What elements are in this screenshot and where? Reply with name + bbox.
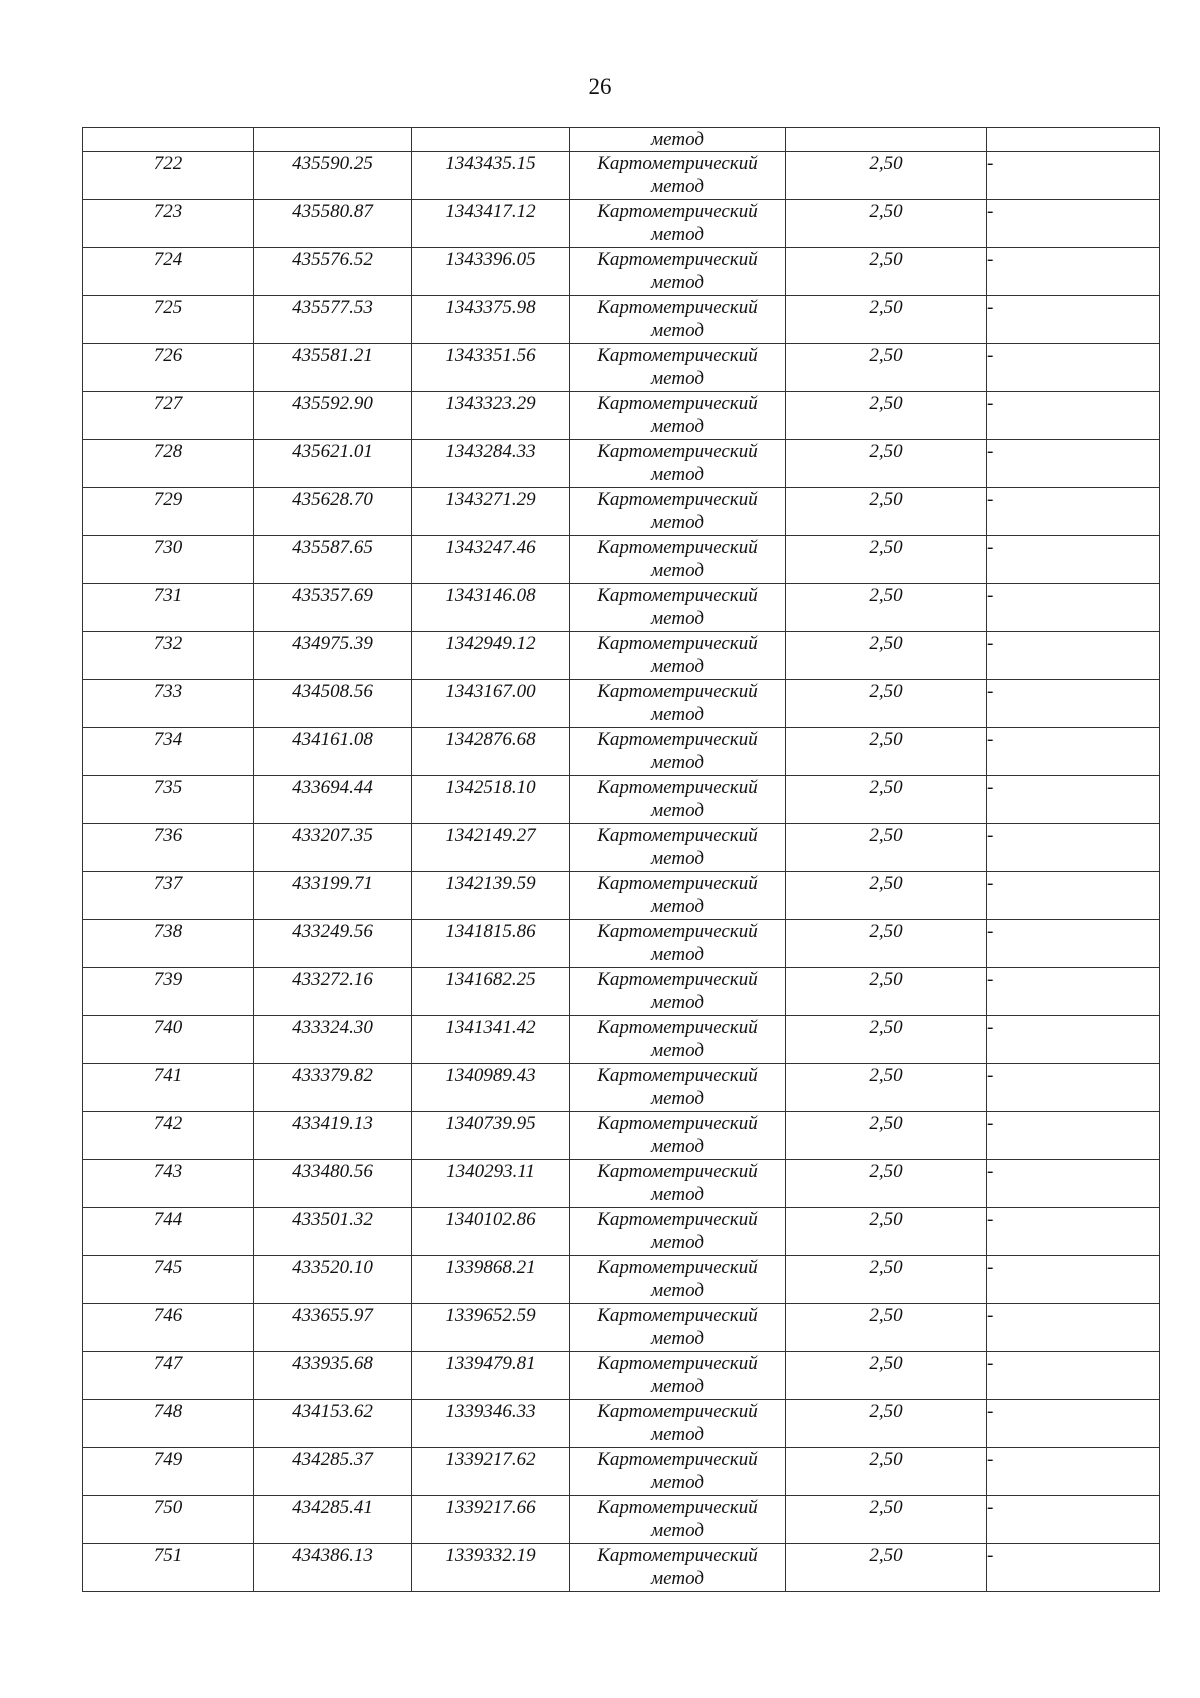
table-row	[83, 488, 1160, 536]
cell-method	[570, 824, 786, 872]
cell-y-coordinate: 1340102.86	[412, 1208, 570, 1256]
table-row	[83, 776, 1160, 824]
cell-method	[570, 1064, 786, 1112]
cell-point-number: 725	[83, 296, 254, 344]
method-suffix: метод	[651, 1376, 704, 1397]
cell-x-coordinate: 435577.53	[254, 296, 412, 344]
cell-method	[570, 872, 786, 920]
cell-accuracy: 2,50	[786, 1304, 987, 1352]
method-suffix: метод	[651, 656, 704, 677]
cell-description: -	[987, 296, 1160, 344]
cell-point-number: 735	[83, 776, 254, 824]
method-name: Картометрический	[597, 1257, 758, 1278]
cell-y-coordinate: 1340739.95	[412, 1112, 570, 1160]
cell-accuracy: 2,50	[786, 632, 987, 680]
table-row	[83, 536, 1160, 584]
cell-description: -	[987, 1448, 1160, 1496]
cell-description: -	[987, 344, 1160, 392]
cell-point-number: 731	[83, 584, 254, 632]
method-suffix: метод	[651, 1568, 704, 1589]
cell-y-coordinate: 1339217.62	[412, 1448, 570, 1496]
cell-accuracy: 2,50	[786, 1064, 987, 1112]
table-row	[83, 1208, 1160, 1256]
cell-accuracy: 2,50	[786, 200, 987, 248]
cell-x-coordinate: 433501.32	[254, 1208, 412, 1256]
cell-description: -	[987, 1064, 1160, 1112]
method-suffix: метод	[651, 608, 704, 629]
method-name: Картометрический	[597, 1065, 758, 1086]
cell-accuracy: 2,50	[786, 296, 987, 344]
cell-method	[570, 488, 786, 536]
method-suffix: метод	[651, 752, 704, 773]
cell-point-number: 739	[83, 968, 254, 1016]
method-name: Картометрический	[597, 345, 758, 366]
cell-point-number: 729	[83, 488, 254, 536]
cell-description: -	[987, 680, 1160, 728]
cell-point-number: 749	[83, 1448, 254, 1496]
table-row	[83, 1448, 1160, 1496]
method-suffix: метод	[651, 416, 704, 437]
cell-x-coordinate: 435628.70	[254, 488, 412, 536]
table-row	[83, 1160, 1160, 1208]
cell-point-number: 723	[83, 200, 254, 248]
method-suffix: метод	[651, 1040, 704, 1061]
method-continuation-text: метод	[651, 129, 704, 150]
table-row	[83, 1544, 1160, 1592]
table-row	[83, 152, 1160, 200]
method-suffix: метод	[651, 1424, 704, 1445]
table-row	[83, 344, 1160, 392]
cell-point-number: 738	[83, 920, 254, 968]
method-name: Картометрический	[597, 1545, 758, 1566]
method-name: Картометрический	[597, 393, 758, 414]
cell-description: -	[987, 1016, 1160, 1064]
cell-method	[570, 1016, 786, 1064]
table-row	[83, 728, 1160, 776]
cell-accuracy: 2,50	[786, 1496, 987, 1544]
cell-method	[570, 128, 786, 152]
continuation-row	[83, 128, 1160, 152]
method-suffix: метод	[651, 224, 704, 245]
cell-point-number: 730	[83, 536, 254, 584]
method-suffix: метод	[651, 176, 704, 197]
table-row	[83, 1400, 1160, 1448]
method-suffix: метод	[651, 704, 704, 725]
cell-accuracy: 2,50	[786, 728, 987, 776]
cell-point-number: 726	[83, 344, 254, 392]
cell-accuracy: 2,50	[786, 1352, 987, 1400]
method-name: Картометрический	[597, 489, 758, 510]
cell-method	[570, 920, 786, 968]
cell-point-number: 722	[83, 152, 254, 200]
table-row	[83, 1352, 1160, 1400]
cell-description: -	[987, 1352, 1160, 1400]
cell-accuracy: 2,50	[786, 536, 987, 584]
method-suffix: метод	[651, 896, 704, 917]
cell-accuracy: 2,50	[786, 344, 987, 392]
cell-method	[570, 536, 786, 584]
cell-description	[987, 128, 1160, 152]
cell-accuracy: 2,50	[786, 824, 987, 872]
cell-x-coordinate: 433419.13	[254, 1112, 412, 1160]
cell-accuracy: 2,50	[786, 1160, 987, 1208]
table-row	[83, 1112, 1160, 1160]
cell-description: -	[987, 632, 1160, 680]
table-row	[83, 1256, 1160, 1304]
method-name: Картометрический	[597, 633, 758, 654]
cell-x-coordinate: 434508.56	[254, 680, 412, 728]
cell-x-coordinate: 433655.97	[254, 1304, 412, 1352]
method-name: Картометрический	[597, 921, 758, 942]
cell-y-coordinate: 1339332.19	[412, 1544, 570, 1592]
cell-y-coordinate: 1340989.43	[412, 1064, 570, 1112]
cell-x-coordinate: 433199.71	[254, 872, 412, 920]
cell-description: -	[987, 968, 1160, 1016]
cell-x-coordinate: 435587.65	[254, 536, 412, 584]
cell-x-coordinate: 434285.41	[254, 1496, 412, 1544]
cell-point-number: 737	[83, 872, 254, 920]
cell-method	[570, 152, 786, 200]
cell-method	[570, 392, 786, 440]
cell-accuracy: 2,50	[786, 920, 987, 968]
cell-y-coordinate: 1343351.56	[412, 344, 570, 392]
table-row	[83, 296, 1160, 344]
cell-description: -	[987, 584, 1160, 632]
table-row	[83, 680, 1160, 728]
method-name: Картометрический	[597, 297, 758, 318]
cell-method	[570, 968, 786, 1016]
cell-point-number: 727	[83, 392, 254, 440]
table-row	[83, 632, 1160, 680]
cell-accuracy: 2,50	[786, 392, 987, 440]
cell-x-coordinate: 433480.56	[254, 1160, 412, 1208]
cell-description: -	[987, 1544, 1160, 1592]
cell-accuracy: 2,50	[786, 248, 987, 296]
table-row	[83, 1064, 1160, 1112]
cell-y-coordinate: 1343375.98	[412, 296, 570, 344]
table-row	[83, 872, 1160, 920]
method-name: Картометрический	[597, 249, 758, 270]
cell-x-coordinate: 435621.01	[254, 440, 412, 488]
cell-y-coordinate: 1343323.29	[412, 392, 570, 440]
cell-method	[570, 1304, 786, 1352]
cell-x-coordinate: 435592.90	[254, 392, 412, 440]
cell-description: -	[987, 728, 1160, 776]
cell-point-number: 724	[83, 248, 254, 296]
cell-point-number: 741	[83, 1064, 254, 1112]
cell-point-number: 728	[83, 440, 254, 488]
cell-description: -	[987, 1400, 1160, 1448]
cell-accuracy: 2,50	[786, 680, 987, 728]
table-row	[83, 248, 1160, 296]
cell-x-coordinate: 433379.82	[254, 1064, 412, 1112]
cell-point-number: 736	[83, 824, 254, 872]
cell-accuracy	[786, 128, 987, 152]
cell-description: -	[987, 536, 1160, 584]
cell-description: -	[987, 248, 1160, 296]
cell-x-coordinate: 435580.87	[254, 200, 412, 248]
cell-x-coordinate: 434153.62	[254, 1400, 412, 1448]
cell-point-number: 744	[83, 1208, 254, 1256]
cell-method	[570, 440, 786, 488]
cell-method	[570, 1160, 786, 1208]
page-number: 26	[588, 74, 612, 99]
cell-x-coordinate: 433520.10	[254, 1256, 412, 1304]
table-row	[83, 920, 1160, 968]
method-name: Картометрический	[597, 201, 758, 222]
cell-x-coordinate: 433207.35	[254, 824, 412, 872]
cell-x-coordinate: 433694.44	[254, 776, 412, 824]
cell-method	[570, 1352, 786, 1400]
cell-description: -	[987, 1208, 1160, 1256]
cell-description: -	[987, 1160, 1160, 1208]
method-name: Картометрический	[597, 441, 758, 462]
cell-y-coordinate: 1339868.21	[412, 1256, 570, 1304]
method-name: Картометрический	[597, 1401, 758, 1422]
cell-y-coordinate: 1343146.08	[412, 584, 570, 632]
method-suffix: метод	[651, 1088, 704, 1109]
method-name: Картометрический	[597, 1449, 758, 1470]
table-row	[83, 968, 1160, 1016]
cell-description: -	[987, 824, 1160, 872]
cell-point-number: 732	[83, 632, 254, 680]
cell-point-number: 740	[83, 1016, 254, 1064]
cell-description: -	[987, 1496, 1160, 1544]
cell-point-number: 751	[83, 1544, 254, 1592]
cell-description: -	[987, 776, 1160, 824]
cell-accuracy: 2,50	[786, 776, 987, 824]
cell-x-coordinate: 433272.16	[254, 968, 412, 1016]
cell-method	[570, 296, 786, 344]
table-row	[83, 824, 1160, 872]
cell-point-number: 733	[83, 680, 254, 728]
table-row	[83, 1496, 1160, 1544]
cell-point-number: 750	[83, 1496, 254, 1544]
cell-description: -	[987, 152, 1160, 200]
cell-accuracy: 2,50	[786, 872, 987, 920]
cell-x-coordinate: 434386.13	[254, 1544, 412, 1592]
cell-x-coordinate: 435590.25	[254, 152, 412, 200]
cell-method	[570, 680, 786, 728]
cell-y-coordinate: 1342949.12	[412, 632, 570, 680]
method-name: Картометрический	[597, 585, 758, 606]
cell-description: -	[987, 1304, 1160, 1352]
cell-point-number: 742	[83, 1112, 254, 1160]
table-row	[83, 440, 1160, 488]
method-name: Картометрический	[597, 1113, 758, 1134]
cell-y-coordinate: 1339652.59	[412, 1304, 570, 1352]
cell-description: -	[987, 488, 1160, 536]
cell-point-number: 745	[83, 1256, 254, 1304]
cell-method	[570, 248, 786, 296]
method-suffix: метод	[651, 1472, 704, 1493]
cell-x-coordinate: 434161.08	[254, 728, 412, 776]
cell-method	[570, 1496, 786, 1544]
cell-y	[412, 128, 570, 152]
cell-x	[254, 128, 412, 152]
cell-point-number: 747	[83, 1352, 254, 1400]
cell-accuracy: 2,50	[786, 1448, 987, 1496]
cell-method	[570, 1544, 786, 1592]
cell-point-number: 743	[83, 1160, 254, 1208]
method-suffix: метод	[651, 464, 704, 485]
cell-x-coordinate: 433935.68	[254, 1352, 412, 1400]
method-name: Картометрический	[597, 729, 758, 750]
coordinates-table	[82, 127, 1160, 1592]
cell-y-coordinate: 1343247.46	[412, 536, 570, 584]
method-name: Картометрический	[597, 681, 758, 702]
method-suffix: метод	[651, 512, 704, 533]
cell-y-coordinate: 1343284.33	[412, 440, 570, 488]
cell-y-coordinate: 1343167.00	[412, 680, 570, 728]
method-suffix: метод	[651, 848, 704, 869]
method-suffix: метод	[651, 1328, 704, 1349]
cell-x-coordinate: 434975.39	[254, 632, 412, 680]
coordinates-table-body	[83, 128, 1160, 1592]
method-name: Картометрический	[597, 1161, 758, 1182]
cell-accuracy: 2,50	[786, 1016, 987, 1064]
cell-method	[570, 776, 786, 824]
table-row	[83, 200, 1160, 248]
method-suffix: метод	[651, 368, 704, 389]
method-name: Картометрический	[597, 873, 758, 894]
cell-description: -	[987, 200, 1160, 248]
cell-x-coordinate: 435576.52	[254, 248, 412, 296]
cell-x-coordinate: 433249.56	[254, 920, 412, 968]
cell-accuracy: 2,50	[786, 1112, 987, 1160]
cell-y-coordinate: 1342876.68	[412, 728, 570, 776]
cell-x-coordinate: 435357.69	[254, 584, 412, 632]
table-row	[83, 392, 1160, 440]
cell-description: -	[987, 1256, 1160, 1304]
cell-y-coordinate: 1339217.66	[412, 1496, 570, 1544]
cell-accuracy: 2,50	[786, 1544, 987, 1592]
cell-description: -	[987, 1112, 1160, 1160]
cell-description: -	[987, 920, 1160, 968]
cell-method	[570, 1400, 786, 1448]
cell-accuracy: 2,50	[786, 1256, 987, 1304]
cell-accuracy: 2,50	[786, 968, 987, 1016]
cell-method	[570, 1448, 786, 1496]
cell-method	[570, 584, 786, 632]
method-name: Картометрический	[597, 777, 758, 798]
cell-accuracy: 2,50	[786, 488, 987, 536]
method-suffix: метод	[651, 1280, 704, 1301]
cell-accuracy: 2,50	[786, 1208, 987, 1256]
cell-method	[570, 1208, 786, 1256]
cell-y-coordinate: 1341341.42	[412, 1016, 570, 1064]
cell-y-coordinate: 1341682.25	[412, 968, 570, 1016]
cell-accuracy: 2,50	[786, 1400, 987, 1448]
cell-y-coordinate: 1342149.27	[412, 824, 570, 872]
method-name: Картометрический	[597, 1353, 758, 1374]
cell-description: -	[987, 392, 1160, 440]
cell-x-coordinate: 434285.37	[254, 1448, 412, 1496]
cell-y-coordinate: 1339346.33	[412, 1400, 570, 1448]
cell-accuracy: 2,50	[786, 152, 987, 200]
cell-method	[570, 344, 786, 392]
method-name: Картометрический	[597, 825, 758, 846]
cell-y-coordinate: 1341815.86	[412, 920, 570, 968]
cell-method	[570, 632, 786, 680]
cell-method	[570, 1256, 786, 1304]
cell-method	[570, 200, 786, 248]
cell-description: -	[987, 872, 1160, 920]
cell-description: -	[987, 440, 1160, 488]
method-name: Картометрический	[597, 153, 758, 174]
cell-y-coordinate: 1342139.59	[412, 872, 570, 920]
table-row	[83, 1016, 1160, 1064]
cell-method	[570, 728, 786, 776]
cell-point-number	[83, 128, 254, 152]
method-name: Картометрический	[597, 1209, 758, 1230]
cell-accuracy: 2,50	[786, 584, 987, 632]
cell-x-coordinate: 433324.30	[254, 1016, 412, 1064]
method-suffix: метод	[651, 560, 704, 581]
method-name: Картометрический	[597, 1497, 758, 1518]
cell-y-coordinate: 1342518.10	[412, 776, 570, 824]
method-name: Картометрический	[597, 1305, 758, 1326]
cell-x-coordinate: 435581.21	[254, 344, 412, 392]
cell-y-coordinate: 1340293.11	[412, 1160, 570, 1208]
method-name: Картометрический	[597, 969, 758, 990]
method-suffix: метод	[651, 1184, 704, 1205]
cell-method	[570, 1112, 786, 1160]
method-suffix: метод	[651, 944, 704, 965]
cell-point-number: 734	[83, 728, 254, 776]
method-suffix: метод	[651, 320, 704, 341]
method-suffix: метод	[651, 1520, 704, 1541]
method-suffix: метод	[651, 1232, 704, 1253]
cell-y-coordinate: 1343417.12	[412, 200, 570, 248]
cell-y-coordinate: 1343396.05	[412, 248, 570, 296]
cell-y-coordinate: 1343271.29	[412, 488, 570, 536]
cell-accuracy: 2,50	[786, 440, 987, 488]
method-suffix: метод	[651, 272, 704, 293]
cell-y-coordinate: 1339479.81	[412, 1352, 570, 1400]
method-name: Картометрический	[597, 1017, 758, 1038]
cell-y-coordinate: 1343435.15	[412, 152, 570, 200]
cell-point-number: 746	[83, 1304, 254, 1352]
method-name: Картометрический	[597, 537, 758, 558]
cell-point-number: 748	[83, 1400, 254, 1448]
method-suffix: метод	[651, 1136, 704, 1157]
method-suffix: метод	[651, 992, 704, 1013]
table-row	[83, 1304, 1160, 1352]
table-row	[83, 584, 1160, 632]
method-suffix: метод	[651, 800, 704, 821]
